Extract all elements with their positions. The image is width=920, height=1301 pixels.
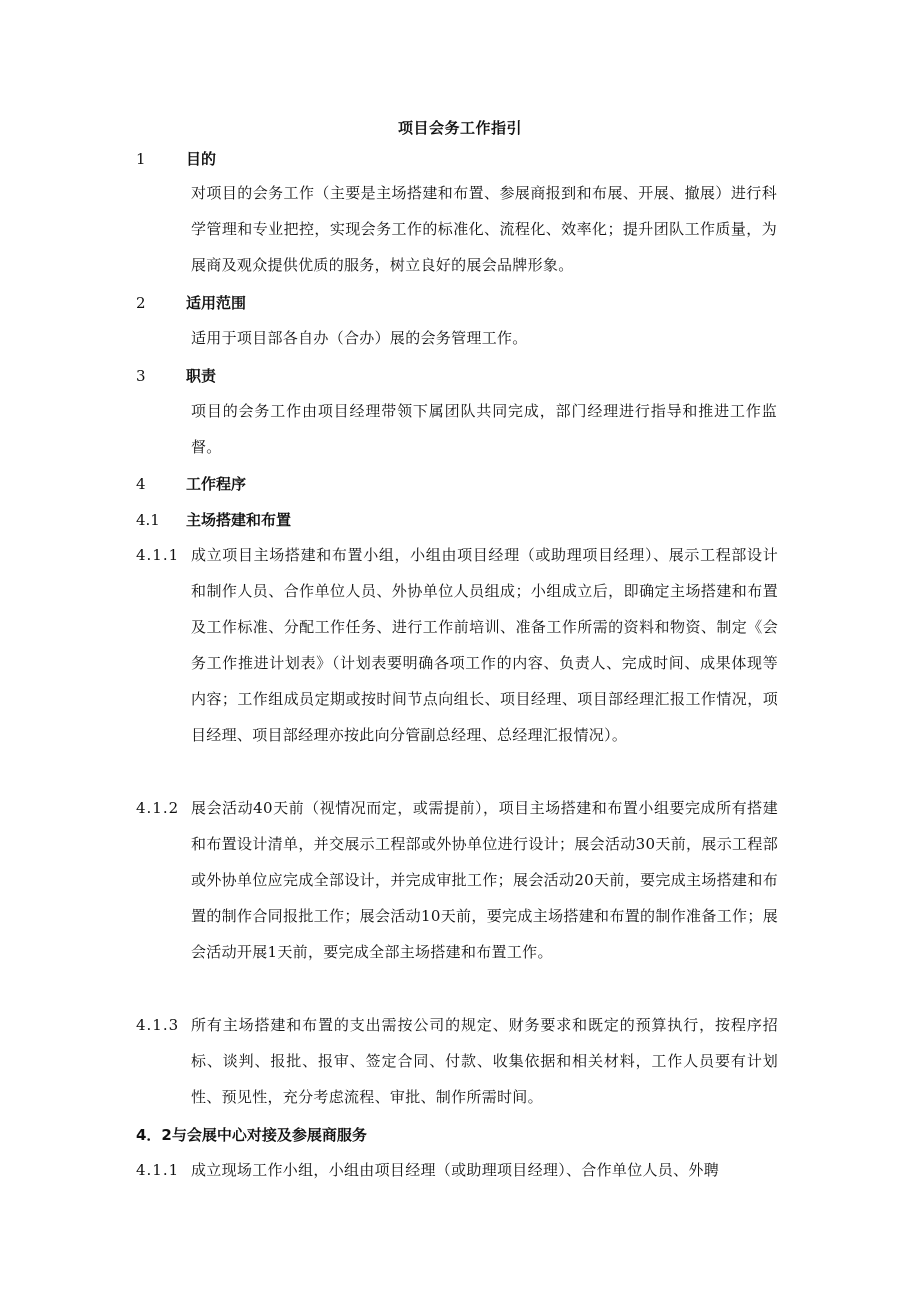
item-text: 成立项目主场搭建和布置小组，小组由项目经理（或助理项目经理）、展示工程部设计和制作人员、合作单位人员、外协单位人员组成；小组成立后，即确定主场搭建和布置及工作标准、分配工作任务、进行工作前培训、准备工作所需的资料和物资、制定《会务工作推进计划表》（计划表要明确各项工作的内容、负责人、完成时间、成果体现等内容；工作组成员定期或按时间节点向组长、项目经理、项目部经理汇报工作情况，项目经理、项目部经理亦按此向分管副总经理、总经理汇报情况）。: [191, 546, 778, 744]
section-number: 4: [136, 475, 146, 493]
section-number: 1: [136, 150, 146, 168]
section-title: 职责: [186, 367, 217, 385]
item-text: 展会活动40天前（视情况而定，或需提前），项目主场搭建和布置小组要完成所有搭建和布置设计清单，并交展示工程部或外协单位进行设计；展会活动30天前，展示工程部或外协单位应完成全部设计，并完成审批工作；展会活动20天前，要完成主场搭建和布置的制作合同报批工作；展会活动10天前，要完成主场搭建和布置的制作准备工作；展会活动开展1天前，要完成全部主场搭建和布置工作。: [191, 799, 778, 961]
section-title: 工作程序: [186, 475, 247, 493]
section-3-heading: [136, 364, 216, 388]
section-title: 目的: [186, 150, 217, 168]
item-number: 4.1.1: [136, 1161, 180, 1179]
section-title: 4．2与会展中心对接及参展商服务: [136, 1126, 367, 1144]
section-1-body: 对项目的会务工作（主要是主场搭建和布置、参展商报到和布展、开展、撤展）进行科学管理和专业把控，实现会务工作的标准化、流程化、效率化；提升团队工作质量，为展商及观众提供优质的服务，树立良好的展会品牌形象。: [191, 184, 777, 274]
section-4-1-heading: [136, 508, 291, 532]
item-number: 4.1.1: [136, 546, 180, 564]
item-4-1-2: [136, 790, 778, 970]
item-4-2-1: [136, 1152, 778, 1188]
section-title: 主场搭建和布置: [186, 511, 292, 529]
item-4-1-3: [136, 1007, 778, 1115]
section-title: 适用范围: [186, 294, 247, 312]
document-title: 项目会务工作指引: [397, 119, 522, 137]
section-2-body: 适用于项目部各自办（合办）展的会务管理工作。: [191, 329, 528, 347]
section-4-heading: [136, 472, 246, 496]
section-3-body: 项目的会务工作由项目经理带领下属团队共同完成，部门经理进行指导和推进工作监督。: [191, 402, 777, 456]
item-number: 4.1.3: [136, 1016, 180, 1034]
section-number: 3: [136, 367, 146, 385]
section-number: 2: [136, 294, 146, 312]
item-4-1-1: [136, 537, 778, 753]
section-2-heading: [136, 291, 246, 315]
section-number: 4.1: [136, 511, 160, 529]
section-1-heading: [136, 147, 216, 171]
item-number: 4.1.2: [136, 799, 180, 817]
section-4-2-heading: [136, 1123, 367, 1147]
item-text: 所有主场搭建和布置的支出需按公司的规定、财务要求和既定的预算执行，按程序招标、谈判、报批、报审、签定合同、付款、收集依据和相关材料，工作人员要有计划性、预见性，充分考虑流程、审批、制作所需时间。: [191, 1016, 778, 1106]
item-text: 成立现场工作小组，小组由项目经理（或助理项目经理）、合作单位人员、外聘: [191, 1161, 720, 1179]
